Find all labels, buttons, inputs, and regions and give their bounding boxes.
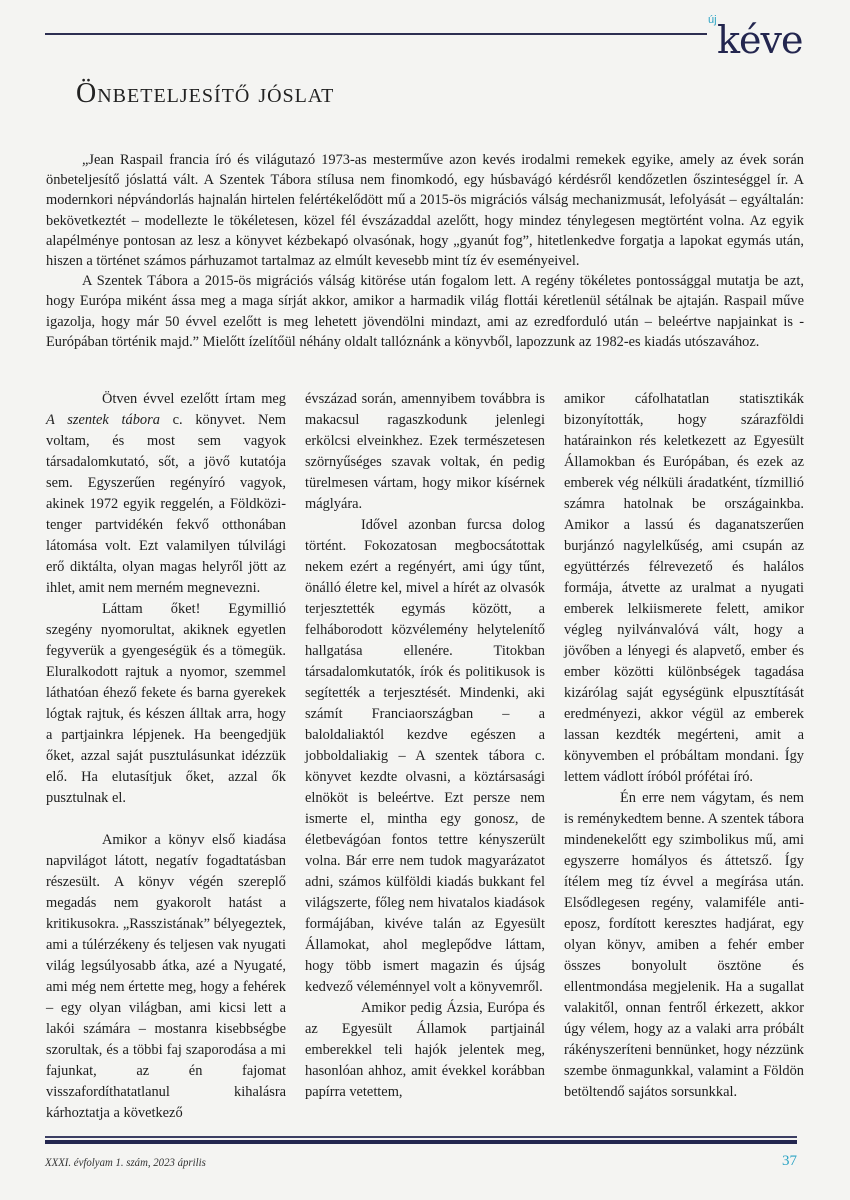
page-number: 37 <box>782 1153 797 1169</box>
body-paragraph: Én erre nem vágytam, és nem is reménykedtem benne. A szentek tábora mindenekelőtt egy szimbolikus mű, ami egyszerre homályos és áttetsző. Így ítélem meg tíz évvel a megírása után. Elsődlegesen regény, valamiféle anti-eposz, fordított keresztes hadjárat, egy olyan könyv, amiben a fehér ember összes bonyolult ösztöne és ellentmondása megjelenik. Ha a sugallat valakitől, onnan fentről érkezett, akkor úgy vélem, hogy az a valaki arra próbált rákényszeríteni bennünket, hogy nézzünk szembe önmagunkkal, valamint a Földön betöltendő sajátos sorsunkkal. <box>564 790 804 1100</box>
column-2 <box>305 389 545 1124</box>
column-3 <box>564 389 804 1124</box>
body-paragraph-continued: évszázad során, amennyibem továbbra is makacsul ragaszkodunk jelenlegi erkölcsi elveinkhez. Ezek természetesen szörnyűséges szavak voltak, én pedig türelmesen vártam, hogy mikor kísérnek máglyára. <box>305 391 545 512</box>
body-paragraph-continued: amikor cáfolhatatlan statisztikák bizonyították, hogy szárazföldi határainkon rés keletkezett az Egyesült Államokban és Európában, és ezek az emberek vég nélküli áradatként, tízmillió számra hatolnak be országainkba. Amikor a lassú és daganatszerűen burjánzó nagylelkűség, ami csupán az együttérzés félrevezető és halálos formája, átvette az uralmat a nyugati emberek lelkiismerete felett, amikor végleg nyilvánvalóvá vált, hogy a jövőben a lényegi és alapvető, ember és ember közötti különbségek tagadása kizárólag saját egységünk elpusztítását eredményezi, akkor végül az emberek lassan kezdték megérteni, amit a könyvemben el próbáltam mondani. Így lettem vádlott íróból prófétai író. <box>564 391 804 785</box>
header-rule <box>45 33 707 35</box>
body-paragraph: Amikor a könyv első kiadása napvilágot látott, negatív fogadtatásban részesült. A könyv végén szereplő megadás nem gyakorolt hatást a kritikusokra. „Rasszistának” bélyegeztek, ami a túlérzékeny és teljesen vak nyugati világ legsúlyosabb átka, azé a Nyugaté, ami még nem értette meg, hogy a fehérek – egy olyan világban, ami kicsi lett a lakói számára – mostanra kisebbségbe szorultak, és a többi faj szaporodása a mi fajunkat, az én fajomat visszafordíthatatlanul kihalásra kárhoztatja a következő <box>46 832 286 1121</box>
issue-info: XXXI. évfolyam 1. szám, 2023 április <box>45 1155 206 1169</box>
footer-rule-thin <box>45 1136 797 1138</box>
body-paragraph <box>46 389 286 599</box>
article-intro <box>46 150 804 352</box>
article-body-columns <box>46 389 804 1124</box>
intro-paragraph: „Jean Raspail francia író és világutazó 1973-as mesterműve azon kevés irodalmi remekek egyike, amely az évek során önbeteljesítő jóslattá vált. A Szentek Tábora stílusa nem finomkodó, egy húsbavágó kérdésről kendőzetlen őszinteséggel ír. A modernkori népvándorlás hajnalán hirtelen felértékelődött mű a 2015-ös migrációs válság mechanizmusát, lefolyását – egyáltalán: bekövetkeztét – modellezte le tökéletesen, közel fél évszázaddal azelőtt, hogy mindez ténylegesen megtörtént volna. Az egyik alapélménye pontosan az lesz a könyvet kézbekapó olvasónak, hogy „gyanút fog”, hitetlenkedve forgatja a lapokat egymás után, hiszen a történet számos párhuzamot tartalmaz az elmúlt kevesebb mint tíz év eseményeivel. <box>46 152 804 270</box>
book-title-italic: A szentek tábora <box>46 412 160 428</box>
text-run: c. könyvet. Nem voltam, és most sem vagyok társadalomkutató, sőt, a jövő kutatója sem. Egyszerűen regényíró vagyok, akinek 1972 egyik reggelén, a Földközi-tenger partvidékén fekvő otthonában látomása volt. Ezt valamilyen túlvilági erő diktálta, olyan magas helyről jött az ihlet, amit nem merném megnevezni. <box>46 412 286 596</box>
logo-name: kéve <box>717 18 803 62</box>
text-run: Ötven évvel ezelőtt írtam meg <box>102 391 286 407</box>
footer-rule-thick <box>45 1140 797 1144</box>
body-paragraph: Idővel azonban furcsa dolog történt. Fokozatosan megbocsátottak nekem ezért a regényért, ami úgy tűnt, önálló életre kel, mivel a hírét az olvasók terjesztették egymás között, a felháborodott közvélemény helytelenítő hallgatása ellenére. Titokban társadalomkutatók, írók és politikusok is segítették a terjesztését. Mindenki, aki számít Franciaországban – a baloldaliaktól kezdve egészen a jobboldaliakig – A szentek tábora c. könyvet kezdte olvasni, a köztársasági elnököt is beleértve. Ezt persze nem ismerte el, mintha egy gonosz, de életbevágóan fontos tettre kényszerült volna. Bár erre nem tudok magyarázatot adni, számos külföldi kiadás bukkant fel világszerte, főleg nem hivatalos kiadások formájában, kivéve talán az Egyesült Államokat, ahol meglepődve láttam, hogy több ismert magazin és újság kedvező véleménnyel volt a könyvemről. <box>305 517 545 995</box>
body-paragraph: Láttam őket! Egymillió szegény nyomorultat, akiknek egyetlen fegyverük a gyengeségük és a tömegük. Eluralkodott rajtuk a nyomor, szemmel láthatóan éhező fekete és barna gyerekek lógtak rajtuk, és készen álltak arra, hogy a partjainkra lépjenek. Ha beengedjük őket, azzal saját pusztulásunkat idézzük elő. Ha elutasítjuk őket, azzal ők pusztulnak el. <box>46 601 286 806</box>
column-1 <box>46 389 286 1124</box>
intro-paragraph: A Szentek Tábora a 2015-ös migrációs válság kitörése után fogalom lett. A regény tökéletes pontossággal mutatja be azt, hogy Európa miként ássa meg a maga sírját akkor, amikor a harmadik világ flottái kéretlenül sétálnak be ajtaján. Raspail műve igazolja, hogy már 50 évvel ezelőtt is meg lehetett jövendölni mindazt, ami az ezredforduló után – beleértve napjainkat is - Európában történik majd.” Mielőtt ízelítőül néhány oldalt tallóznánk a könyvből, lapozzunk az 1982-es kiadás utószavához. <box>46 273 804 350</box>
body-paragraph: Amikor pedig Ázsia, Európa és az Egyesült Államok partjainál emberekkel teli hajók jelentek meg, hasonlóan ahhoz, amit évekkel korábban papírra vetettem, <box>305 1000 545 1100</box>
article-title: Önbeteljesítő jóslat <box>76 78 335 109</box>
logo-prefix: új <box>708 14 717 26</box>
